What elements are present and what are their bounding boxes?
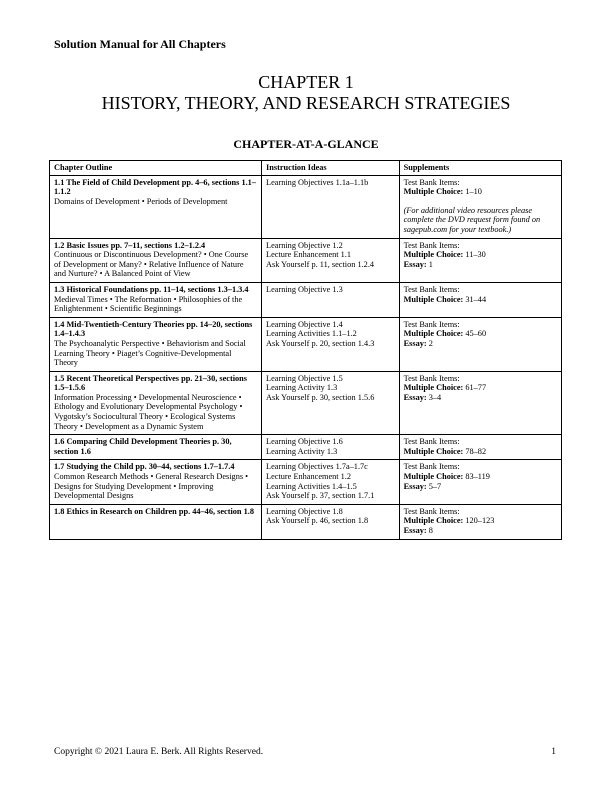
multiple-choice-label: Multiple Choice: [403,472,464,482]
footer-copyright: Copyright © 2021 Laura E. Berk. All Rights Reserved. [54,747,264,757]
instruction-idea: Learning Activity 1.3 [266,383,338,393]
chapter-number: CHAPTER 1 [258,72,354,92]
supplements-cell [399,175,561,238]
table-row [50,175,562,238]
multiple-choice-range: 11–30 [463,250,486,260]
instruction-idea: Learning Objectives 1.1a–1.1b [266,177,369,187]
supplements-cell [399,504,561,539]
instruction-idea: Ask Yourself p. 20, section 1.4.3 [266,338,375,348]
essay-range: 1 [426,259,433,269]
outline-cell [50,238,262,282]
supplements-cell [399,435,561,460]
essay-range: 5–7 [426,481,442,491]
section-topics: Continuous or Discontinuous Development? • One Course of Development or Many? • Relative Influence of Nature and Nurture? • A Balanced Point of View [54,250,249,279]
column-header-supplements: Supplements [399,161,561,176]
instruction-idea: Learning Objective 1.6 [266,437,343,447]
test-bank-label: Test Bank Items: [403,462,460,472]
instruction-ideas-cell [262,282,400,317]
multiple-choice-label: Multiple Choice: [403,446,464,456]
essay-range: 8 [426,526,433,535]
essay-label: Essay: [403,338,427,348]
test-bank-label: Test Bank Items: [403,240,460,250]
multiple-choice-line [404,447,557,457]
multiple-choice-line [404,516,557,526]
multiple-choice-label: Multiple Choice: [403,329,464,339]
multiple-choice-label: Multiple Choice: [403,516,464,526]
section-title: 1.6 Comparing Child Development Theories p. 30, section 1.6 [54,437,232,456]
multiple-choice-label: Multiple Choice: [403,294,464,304]
instruction-ideas-cell [262,435,400,460]
essay-line [404,339,557,349]
test-bank-label: Test Bank Items: [403,177,460,187]
outline-cell [50,175,262,238]
outline-cell [50,371,262,435]
multiple-choice-line [404,329,557,339]
table-body [50,175,562,539]
table-row [50,371,562,435]
section-title: 1.1 The Field of Child Development pp. 4–6, sections 1.1–1.1.2 [54,177,256,197]
section-title: 1.7 Studying the Child pp. 30–44, sections 1.7–1.7.4 [54,462,235,472]
multiple-choice-line [404,250,557,260]
instruction-idea: Ask Yourself p. 30, section 1.5.6 [266,392,375,402]
header-title: Solution Manual for All Chapters [54,37,226,51]
instruction-idea: Learning Activity 1.3 [266,446,338,456]
multiple-choice-label: Multiple Choice: [403,250,464,260]
chapter-heading [0,72,612,114]
instruction-idea: Learning Objective 1.4 [266,319,343,329]
instruction-idea: Lecture Enhancement 1.2 [266,472,352,482]
supplements-cell [399,238,561,282]
essay-label: Essay: [403,392,427,402]
section-title: 1.3 Historical Foundations pp. 11–14, sections 1.3–1.3.4 [54,284,249,294]
footer-page-number: 1 [551,747,556,757]
multiple-choice-range: 78–82 [463,446,487,456]
instruction-ideas-cell [262,504,400,539]
supplements-cell [399,282,561,317]
section-topics: Information Processing • Developmental Neuroscience • Ethology and Evolutionary Developmental Psychology • Vygotsky’s Sociocultural Theory • Ecological Systems Theory • Development as a Dynamic System [54,392,243,431]
multiple-choice-line [404,187,557,197]
supplements-cell [399,371,561,435]
outline-cell [50,317,262,371]
essay-line [404,393,557,403]
multiple-choice-label: Multiple Choice: [403,187,464,197]
chapter-at-a-glance-table [49,160,562,540]
instruction-idea: Learning Activities 1.1–1.2 [266,329,357,339]
instruction-idea: Ask Yourself p. 46, section 1.8 [266,516,369,526]
instruction-ideas-cell [262,460,400,504]
essay-line [404,526,557,536]
table-row [50,282,562,317]
section-title: 1.2 Basic Issues pp. 7–11, sections 1.2–1.2.4 [54,240,206,250]
supplements-cell [399,317,561,371]
section-title: 1.4 Mid-Twentieth-Century Theories pp. 14–20, sections 1.4–1.4.3 [54,319,253,339]
essay-line [404,482,557,492]
table-header-row [50,161,562,176]
multiple-choice-range: 61–77 [463,383,487,393]
multiple-choice-range: 45–60 [463,329,487,339]
column-header-outline: Chapter Outline [50,161,262,176]
instruction-idea: Learning Objective 1.3 [266,284,343,294]
multiple-choice-line [404,472,557,482]
section-topics: Common Research Methods • General Research Designs • Designs for Studying Development • Improving Developmental Designs [54,472,249,501]
section-topics: Domains of Development • Periods of Development [54,196,228,206]
instruction-ideas-cell [262,317,400,371]
table-row [50,460,562,504]
multiple-choice-range: 83–119 [463,472,490,482]
instruction-idea: Learning Activities 1.4–1.5 [266,481,357,491]
instruction-idea: Lecture Enhancement 1.1 [266,250,352,260]
essay-label: Essay: [403,259,427,269]
section-topics: Medieval Times • The Reformation • Philosophies of the Enlightenment • Scientific Beginnings [54,294,243,314]
chapter-title: HISTORY, THEORY, AND RESEARCH STRATEGIES [101,93,511,113]
essay-range: 3–4 [426,392,442,402]
section-title: 1.5 Recent Theoretical Perspectives pp. 21–30, sections 1.5–1.5.6 [54,373,248,393]
instruction-idea: Learning Objective 1.2 [266,240,343,250]
multiple-choice-label: Multiple Choice: [403,383,464,393]
test-bank-label: Test Bank Items: [403,506,460,516]
multiple-choice-line [404,383,557,393]
table-row [50,435,562,460]
test-bank-label: Test Bank Items: [403,284,460,294]
instruction-idea: Learning Objective 1.5 [266,373,343,383]
instruction-idea: Ask Yourself p. 37, section 1.7.1 [266,491,375,501]
instruction-idea: Learning Objective 1.8 [266,506,343,516]
section-topics: The Psychoanalytic Perspective • Behaviorism and Social Learning Theory • Piaget’s Cognitive-Developmental Theory [54,338,246,368]
table-row [50,238,562,282]
table-row [50,317,562,371]
multiple-choice-range: 1–10 [463,187,482,197]
glance-title: CHAPTER-AT-A-GLANCE [233,137,379,151]
test-bank-label: Test Bank Items: [403,373,460,383]
essay-label: Essay: [403,481,427,491]
instruction-idea: Learning Objectives 1.7a–1.7c [266,462,368,472]
supplements-cell [399,460,561,504]
section-title: 1.8 Ethics in Research on Children pp. 44–46, section 1.8 [54,506,254,516]
instruction-ideas-cell [262,238,400,282]
essay-range: 2 [426,338,433,348]
video-resources-note: (For additional video resources please complete the DVD request form found on sagepub.com for your textbook.) [403,205,541,234]
outline-cell [50,282,262,317]
outline-cell [50,435,262,460]
column-header-ideas: Instruction Ideas [262,161,400,176]
instruction-ideas-cell [262,175,400,238]
essay-line [404,260,557,270]
multiple-choice-line [404,295,557,305]
test-bank-label: Test Bank Items: [403,319,460,329]
multiple-choice-range: 31–44 [463,294,487,304]
table-row [50,504,562,539]
outline-cell [50,460,262,504]
outline-cell [50,504,262,539]
test-bank-label: Test Bank Items: [403,437,460,447]
instruction-idea: Ask Yourself p. 11, section 1.2.4 [266,259,375,269]
instruction-ideas-cell [262,371,400,435]
essay-label: Essay: [403,526,427,535]
multiple-choice-range: 120–123 [463,516,495,526]
